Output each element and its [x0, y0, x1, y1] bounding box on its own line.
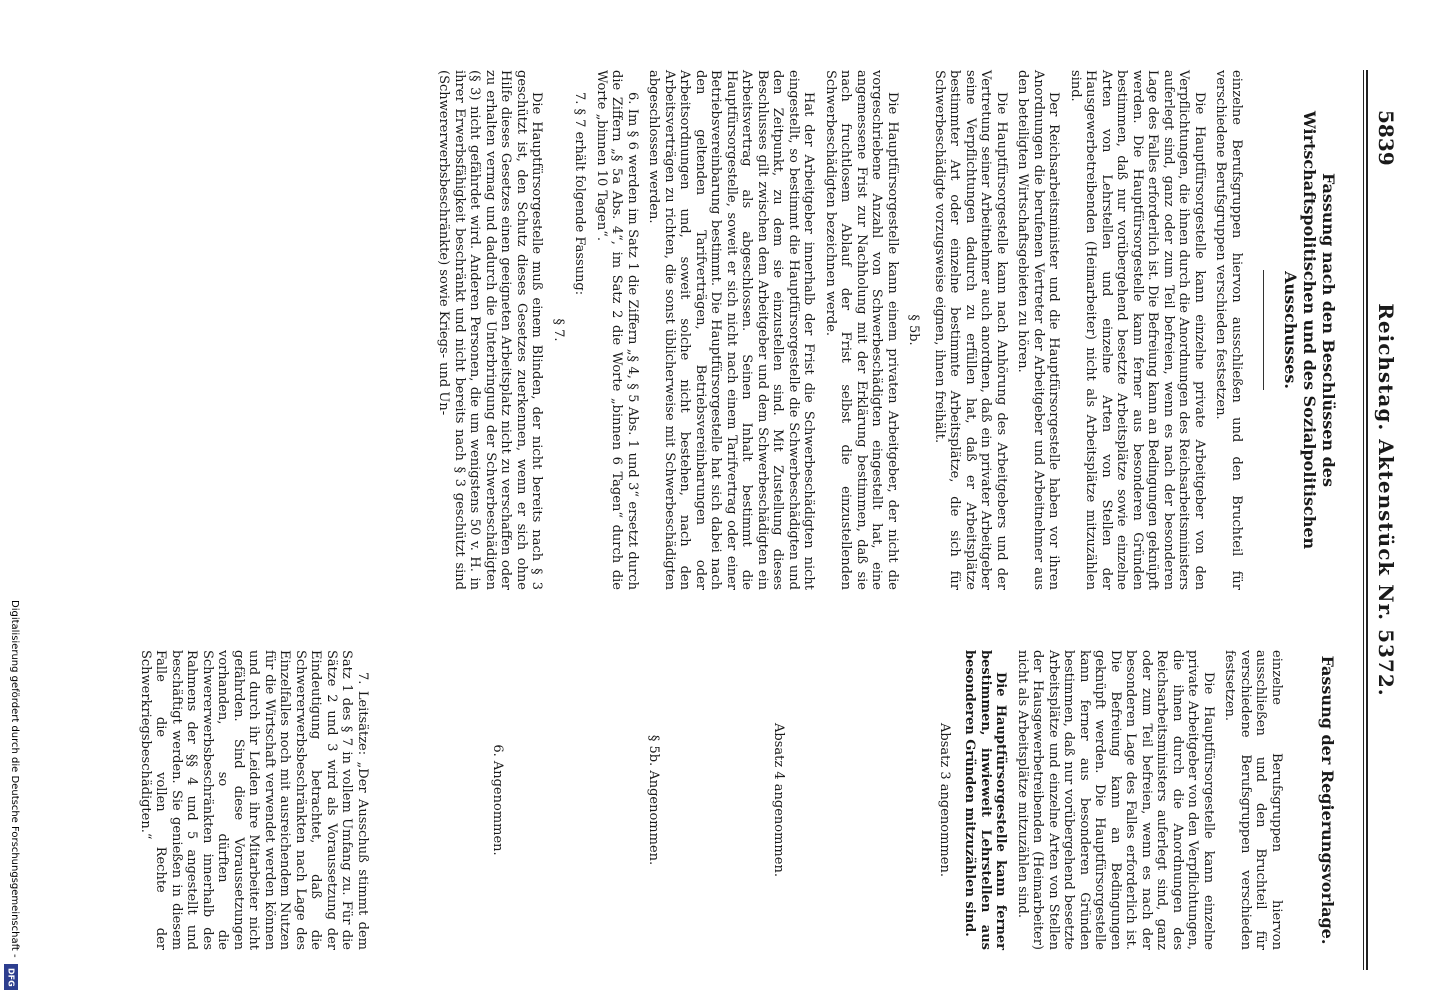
committee-item-7: 7. Leitsätze: „Der Ausschuß stimmt dem Satz 1 des § 7 in vollem Umfang zu. Für die Sätze 2 und 3 wird als Voraussetzung der Eindeutigung betrachtet, daß die Schwererwerbsbeschränkten nach Lage des Einzelfalles noch mit ausreichendem Nutzen für die Wirtschaft verwendet werden können und durch ihr Leiden ihre Mitarbeiter nicht gefährden. Sind diese Voraussetzungen vorhanden, so dürften die Schwererwerbsbeschränkten innerhalb des Rahmens der §§ 4 und 5 angestellt und beschäftigt werden. Sie genießen in diesem Falle die vollen Rechte der Schwerkriegsbeschädigten.“	[138, 650, 370, 950]
heading-divider	[1263, 270, 1264, 390]
right-column-heading: Fassung der Regierungsvorlage.	[1318, 655, 1337, 945]
running-head: Reichstag. Aktenstück Nr. 5372.	[1374, 303, 1398, 697]
draft-section-5b-title: § 5b.	[906, 314, 922, 346]
draft-item-7: 7. § 7 erhält folgende Fassung:	[572, 92, 588, 296]
page-number: 5839	[1374, 110, 1398, 166]
draft-section-5b-text: Die Hauptfürsorgestelle kann einem privaten Arbeitgeber, der nicht die vorgeschriebene Anzahl von Schwerbeschädigten eingestellt hat, eine angemessene Frist zur Nachholung mit der Erklärung bestimmen, daß sie nach fruchtlosem Ablauf der Frist selbst die einzustellenden Schwerbeschädigten bezeichnen werde.	[823, 70, 900, 590]
draft-item-6: 6. Im § 6 werden im Satz 1 die Ziffern „§ 4, § 5 Abs. 1 und 3“ ersetzt durch die Ziffern „§ 5a Abs. 4“, im Satz 2 die Worte „binnen 6 Tagen“ durch die Worte „binnen 10 Tagen“.	[594, 70, 640, 590]
digitization-footer	[2, 0, 20, 1000]
draft-column	[430, 70, 1244, 590]
draft-section-5b-text-2: Hat der Arbeitgeber innerhalb der Frist die Schwerbeschädigten nicht eingestellt, so bestimmt die Hauptfürsorgestelle die Schwerbeschädigten und den Zeitpunkt, zu dem sie einzustellen sind. Mit Zustellung dieses Beschlusses gilt zwischen dem Arbeitgeber und dem Schwerbeschädigten ein Arbeitsvertrag als abgeschlossen. Seinen Inhalt bestimmt die Hauptfürsorgestelle, soweit er sich nicht nach einem Tarifvertrag oder einer Betriebsvereinbarung bestimmt. Die Hauptfürsorgestelle hat sich dabei nach den geltenden Tarifverträgen, Betriebsvereinbarungen oder Arbeitsordnungen und, soweit solche nicht bestehen, nach den Arbeitsverträgen zu richten, die sonst üblicherweise mit Schwerbeschädigten abgeschlossen werden.	[646, 70, 817, 590]
draft-section-7-text: Die Hauptfürsorgestelle muß einem Blinden, der nicht bereits nach § 3 geschützt ist, den Schutz dieses Gesetzes zuerkennen, wenn er sich ohne Hilfe dieses Gesetzes einen geeigneten Arbeitsplatz nicht zu verschaffen oder zu erhalten vermag und dadurch die Unterbringung der Schwerbeschädigten (§ 3) nicht gefährdet wird. Anderen Personen, die um wenigstens 50 v. H. in ihrer Erwerbsfähigkeit beschränkt und nicht bereits nach § 3 geschützt sind (Schwererwerbsbeschränkte) sowie Kriegs- und Un-	[436, 70, 545, 590]
left-column-heading: Fassung nach den Beschlüssen des Wirtschaftspolitischen und des Sozialpolitischen Ausschusses.	[1281, 110, 1338, 550]
committee-absatz-4: Absatz 4 angenommen.	[771, 723, 787, 877]
draft-para-1: einzelne Berufsgruppen hiervon ausschließen und den Bruchteil für verschiedene Berufsgruppen verschieden festsetzen.	[1213, 70, 1244, 590]
committee-column	[132, 650, 1285, 950]
draft-para-3: Der Reichsarbeitsminister und die Hauptfürsorgestelle haben vor ihren Anordnungen die berufenen Vertreter der Arbeitgeber und Arbeitnehmer aus den beteiligten Wirtschaftsgebieten zu hören.	[1015, 70, 1062, 590]
header-rule	[1366, 70, 1368, 970]
committee-para-3: Die Hauptfürsorgestelle kann ferner bestimmen, inwieweit Lehrstellen aus besonderen Gründen mitzuzählen sind.	[962, 650, 1009, 950]
dfg-logo: DFG	[4, 964, 18, 990]
header-rule-thin	[1363, 70, 1364, 970]
committee-para-1: einzelne Berufsgruppen hiervon ausschließen und den Bruchteil für verschiedene Berufsgruppen verschieden festsetzen.	[1222, 650, 1284, 950]
draft-para-4: Die Hauptfürsorgestelle kann nach Anhörung des Arbeitgebers und der Vertretung seiner Arbeitnehmer auch anordnen, daß ein privater Arbeitgeber seine Verpflichtungen dadurch zu erfüllen hat, daß er Arbeitsplätze bestimmter Art oder einzelne bestimmte Arbeitsplätze, die sich für Schwerbeschädigte vorzugsweise eignen, ihnen freihält.	[932, 70, 1009, 590]
committee-para-2: Die Hauptfürsorgestelle kann einzelne private Arbeitgeber von den Verpflichtungen, die ihnen durch die Anordnungen des Reichsarbeitsministers auferlegt sind, ganz oder zum Teil befreien, wenn es nach der besonderen Lage des Falles erforderlich ist. Die Befreiung kann an Bedingungen geknüpft werden. Die Hauptfürsorgestelle kann ferner aus besonderen Gründen bestimmen, daß nur vorübergehend besetzte Arbeitsplätze und einzelne Arten von Stellen der Hausgewerbetreibenden (Heimarbeiter) nicht als Arbeitsplätze mitzuzählen sind.	[1015, 650, 1216, 950]
draft-section-7-title: § 7.	[551, 318, 566, 342]
draft-para-2: Die Hauptfürsorgestelle kann einzelne private Arbeitgeber von den Verpflichtungen, die ihnen durch die Anordnungen des Reichsarbeitsministers auferlegt sind, ganz oder zum Teil befreien, wenn es nach der besonderen Lage des Falles erforderlich ist. Die Befreiung kann an Bedingungen geknüpft werden. Die Hauptfürsorgestelle kann ferner aus besonderen Gründen bestimmen, daß nur vorübergehend besetzte Arbeitsplätze sowie einzelne Arten von Lehrstellen und einzelne Arten von Stellen der Hausgewerbetreibenden (Heimarbeiter) nicht als Arbeitsplätze mitzuzählen sind.	[1068, 70, 1207, 590]
footer-credit: Digitalisierung gefördert durch die Deutsche Forschungsgemeinschaft -	[9, 600, 20, 958]
committee-absatz-3: Absatz 3 angenommen.	[937, 723, 952, 877]
committee-item-6: 6. Angenommen.	[490, 744, 506, 856]
committee-section-5b: § 5b. Angenommen.	[646, 734, 661, 866]
